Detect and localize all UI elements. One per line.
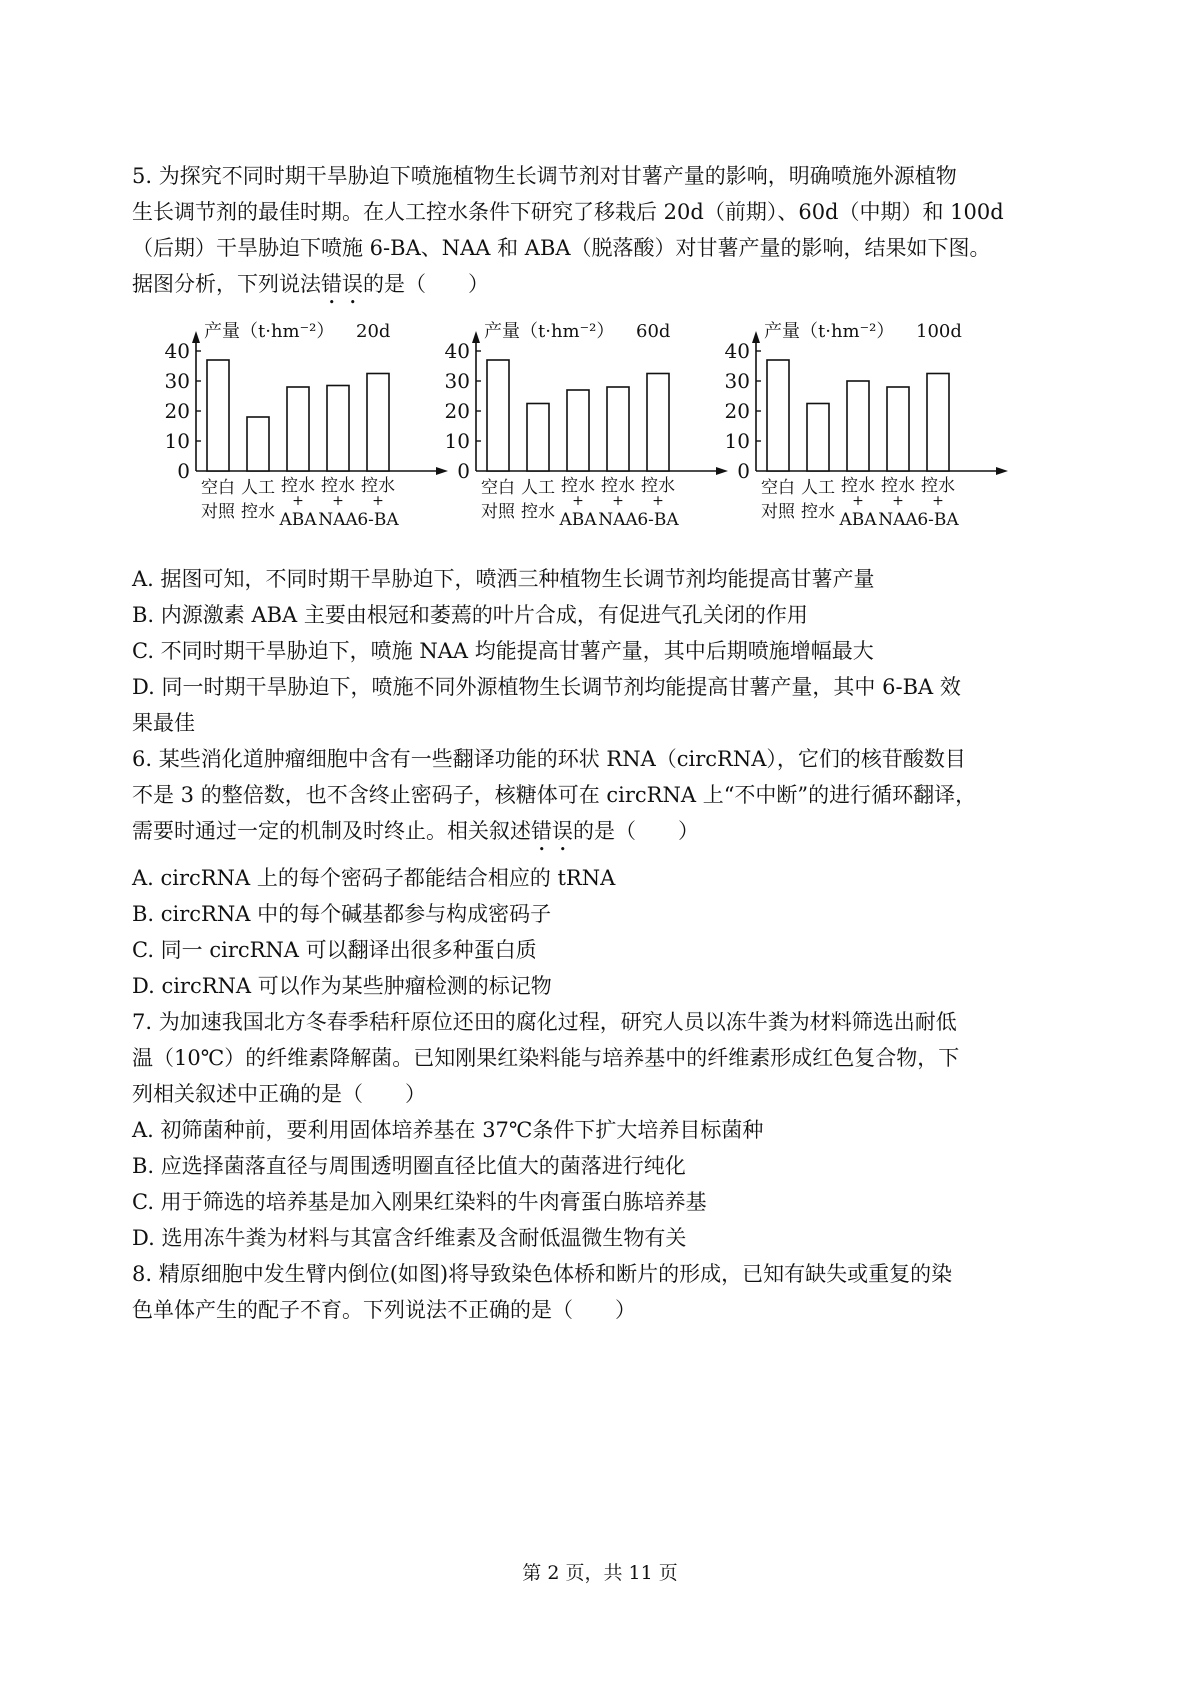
q5-option-a: A. 据图可知，不同时期干旱胁迫下，喷洒三种植物生长调节剂均能提高甘薯产量 [132, 567, 875, 591]
y-tick-label: 20 [724, 399, 750, 423]
bar [607, 387, 629, 471]
q5-option-c: C. 不同时期干旱胁迫下，喷施 NAA 均能提高甘薯产量，其中后期喷施增幅最大 [132, 639, 874, 663]
page-footer: 第 2 页，共 11 页 [522, 1562, 678, 1584]
q6-emphasis-word: 错误 [531, 819, 573, 843]
q5-stem-line4-post: 的是（ ） [363, 272, 489, 296]
y-tick-label: 30 [724, 369, 750, 393]
x-category-label: 控水 [281, 476, 315, 496]
q6-option-d: D. circRNA 可以作为某些肿瘤检测的标记物 [132, 974, 552, 998]
y-tick-label: 40 [164, 339, 190, 363]
y-axis-label: 产量（t·hm⁻²） [764, 321, 895, 342]
q7-option-d: D. 选用冻牛粪为材料与其富含纤维素及含耐低温微生物有关 [132, 1226, 687, 1250]
x-category-label: ABA [279, 510, 317, 530]
q8-stem-line2: 色单体产生的配子不育。下列说法不正确的是（ ） [132, 1298, 636, 1322]
y-tick-label: 40 [444, 339, 470, 363]
bar [807, 404, 829, 472]
q5-option-d-continued: 果最佳 [132, 711, 195, 735]
x-category-label: 空白 [761, 478, 795, 498]
bar [847, 381, 869, 471]
x-category-label: 控水 [841, 476, 875, 496]
q5-option-d: D. 同一时期干旱胁迫下，喷施不同外源植物生长调节剂均能提高甘薯产量，其中 6-BA 效 [132, 675, 961, 699]
q5-stem-line1: 5. 为探究不同时期干旱胁迫下喷施植物生长调节剂对甘薯产量的影响，明确喷施外源植物 [132, 164, 957, 188]
chart-20d [140, 321, 440, 555]
q7-option-a: A. 初筛菌种前，要利用固体培养基在 37℃条件下扩大培养目标菌种 [132, 1118, 764, 1142]
y-tick-label: 30 [164, 369, 190, 393]
x-category-label: 控水 [881, 476, 915, 496]
y-tick-label: 30 [444, 369, 470, 393]
q7-stem-line3: 列相关叙述中正确的是（ ） [132, 1082, 426, 1106]
x-axis-arrow [996, 467, 1008, 475]
q6-stem-line1: 6. 某些消化道肿瘤细胞中含有一些翻译功能的环状 RNA（circRNA），它们的核苷酸数目 [132, 747, 966, 771]
x-category-label: 对照 [481, 502, 515, 522]
chart-60d [420, 321, 720, 555]
x-category-label: NAA [598, 510, 638, 530]
x-category-label: 对照 [761, 502, 795, 522]
x-category-label: + [612, 493, 624, 509]
y-axis-arrow [752, 331, 760, 343]
q6-stem-line3 [132, 813, 1092, 856]
y-axis-label: 产量（t·hm⁻²） [204, 321, 335, 342]
bar [207, 360, 229, 471]
x-category-label: 控水 [641, 476, 675, 496]
bar [367, 374, 389, 472]
x-category-label: + [932, 493, 944, 509]
page-content [132, 158, 1092, 1328]
q6-stem-line3-post: 的是（ ） [573, 819, 699, 843]
y-tick-label: 0 [737, 459, 750, 483]
x-category-label: 控水 [921, 476, 955, 496]
y-axis-arrow [472, 331, 480, 343]
q5-stem-line2: 生长调节剂的最佳时期。在人工控水条件下研究了移栽后 20d（前期）、60d（中期）和 100d [132, 200, 1004, 224]
q6-stem-line2: 不是 3 的整倍数，也不含终止密码子，核糖体可在 circRNA 上“不中断”的进行循环翻译， [132, 783, 977, 807]
x-category-label: + [572, 493, 584, 509]
x-category-label: 控水 [321, 476, 355, 496]
q7-stem-line1: 7. 为加速我国北方冬春季秸秆原位还田的腐化过程，研究人员以冻牛粪为材料筛选出耐低 [132, 1010, 957, 1034]
bar [927, 374, 949, 472]
q5-stem-line4-pre: 据图分析，下列说法 [132, 272, 321, 296]
q5-emphasis-word: 错误 [321, 272, 363, 296]
bar [527, 404, 549, 472]
x-category-label: + [892, 493, 904, 509]
chart-100d-svg [700, 321, 1000, 555]
x-category-label: 对照 [201, 502, 235, 522]
chart-20d-svg [140, 321, 440, 555]
question-6 [132, 741, 1092, 1004]
chart-title: 60d [636, 321, 671, 342]
chart-100d [700, 321, 1000, 555]
x-category-label: 6-BA [637, 510, 679, 530]
y-tick-label: 0 [177, 459, 190, 483]
q7-option-c: C. 用于筛选的培养基是加入刚果红染料的牛肉膏蛋白胨培养基 [132, 1190, 707, 1214]
q5-option-b: B. 内源激素 ABA 主要由根冠和萎蔫的叶片合成，有促进气孔关闭的作用 [132, 603, 808, 627]
chart-title: 20d [356, 321, 391, 342]
q5-stem-line3: （后期）干旱胁迫下喷施 6-BA、NAA 和 ABA（脱落酸）对甘薯产量的影响，结果如下图。 [132, 236, 991, 260]
q6-option-a: A. circRNA 上的每个密码子都能结合相应的 tRNA [132, 866, 616, 890]
chart-title: 100d [916, 321, 962, 342]
x-category-label: 控水 [241, 502, 275, 522]
y-tick-label: 20 [444, 399, 470, 423]
bar [647, 374, 669, 472]
q7-option-b: B. 应选择菌落直径与周围透明圈直径比值大的菌落进行纯化 [132, 1154, 686, 1178]
x-category-label: 6-BA [357, 510, 399, 530]
x-category-label: 空白 [481, 478, 515, 498]
bar [487, 360, 509, 471]
q8-stem-line1: 8. 精原细胞中发生臂内倒位(如图)将导致染色体桥和断片的形成，已知有缺失或重复的染 [132, 1262, 953, 1286]
question-5 [132, 158, 1092, 741]
x-category-label: 控水 [801, 502, 835, 522]
x-category-label: ABA [839, 510, 877, 530]
bar [287, 387, 309, 471]
y-axis-arrow [192, 331, 200, 343]
x-category-label: 空白 [201, 478, 235, 498]
bar [567, 390, 589, 471]
q6-option-c: C. 同一 circRNA 可以翻译出很多种蛋白质 [132, 938, 537, 962]
x-category-label: + [292, 493, 304, 509]
bar [767, 360, 789, 471]
x-category-label: 6-BA [917, 510, 959, 530]
y-tick-label: 10 [724, 429, 750, 453]
x-category-label: 人工 [241, 478, 275, 498]
x-category-label: + [372, 493, 384, 509]
q6-option-b: B. circRNA 中的每个碱基都参与构成密码子 [132, 902, 552, 926]
y-tick-label: 0 [457, 459, 470, 483]
y-tick-label: 10 [164, 429, 190, 453]
x-category-label: 人工 [801, 478, 835, 498]
x-category-label: 控水 [601, 476, 635, 496]
question-7 [132, 1004, 1092, 1256]
y-tick-label: 20 [164, 399, 190, 423]
x-category-label: 控水 [561, 476, 595, 496]
chart-60d-svg [420, 321, 720, 555]
bar [887, 387, 909, 471]
y-axis-label: 产量（t·hm⁻²） [484, 321, 615, 342]
x-category-label: ABA [559, 510, 597, 530]
x-category-label: NAA [878, 510, 918, 530]
q5-stem-line4 [132, 266, 1092, 309]
x-category-label: NAA [318, 510, 358, 530]
bar [327, 386, 349, 472]
x-category-label: + [852, 493, 864, 509]
y-tick-label: 10 [444, 429, 470, 453]
x-category-label: 人工 [521, 478, 555, 498]
x-category-label: + [332, 493, 344, 509]
question-8 [132, 1256, 1092, 1328]
q5-figure [132, 321, 1092, 555]
q7-stem-line2: 温（10℃）的纤维素降解菌。已知刚果红染料能与培养基中的纤维素形成红色复合物，下 [132, 1046, 960, 1070]
q6-stem-line3-pre: 需要时通过一定的机制及时终止。相关叙述 [132, 819, 531, 843]
y-tick-label: 40 [724, 339, 750, 363]
x-category-label: + [652, 493, 664, 509]
bar [247, 417, 269, 471]
x-category-label: 控水 [521, 502, 555, 522]
x-category-label: 控水 [361, 476, 395, 496]
